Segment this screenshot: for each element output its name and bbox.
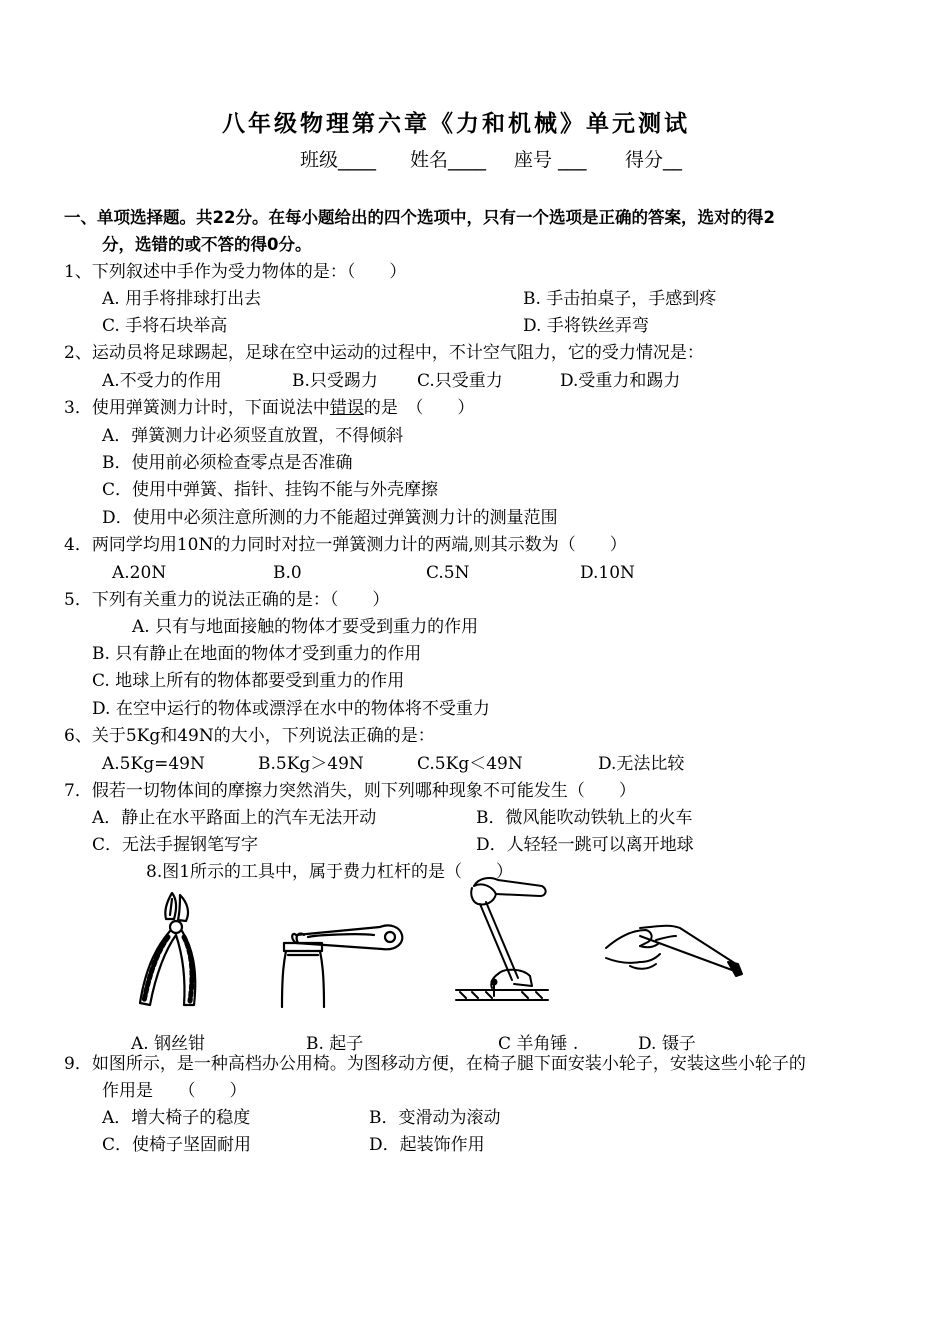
q7-option-a: A．静止在水平路面上的汽车无法开动 <box>92 808 377 828</box>
q3-option-d: D．使用中必须注意所测的力不能超过弹簧测力计的测量范围 <box>102 508 558 528</box>
name-field: 姓名____ <box>410 149 487 171</box>
q5-option-b: B. 只有静止在地面的物体才受到重力的作用 <box>92 644 422 664</box>
q8-option-b: B. 起子 <box>306 1034 364 1054</box>
q6-option-a: A.5Kg=49N <box>102 754 205 774</box>
q4-option-b: B.0 <box>273 563 302 583</box>
q6-stem: 6、关于5Kg和49N的大小，下列说法正确的是： <box>64 726 435 746</box>
score-field: 得分__ <box>625 149 683 171</box>
q3-option-c: C．使用中弹簧、指针、挂钩不能与外壳摩擦 <box>102 480 439 500</box>
q8-option-d: D. 镊子 <box>638 1034 696 1054</box>
q3-stem <box>64 397 474 419</box>
q8-stem: 8.图1所示的工具中，属于费力杠杆的是（ ） <box>146 862 514 882</box>
claw-hammer-figure <box>452 872 552 1004</box>
q9-stem-line2: 作用是 （ ） <box>102 1081 247 1101</box>
q3-stem-emphasis: 错误 <box>329 398 364 418</box>
pliers-figure <box>128 885 210 1010</box>
q9-stem: 9．如图所示，是一种高档办公用椅。为图移动方便，在椅子腿下面安装小轮子，安装这些小轮子的 <box>64 1054 806 1074</box>
q4-option-d: D.10N <box>580 563 635 583</box>
q2-option-c: C.只受重力 <box>417 371 503 391</box>
q8-option-c: C 羊角锤 . <box>498 1034 579 1054</box>
section-heading-line1: 一、单项选择题。共22分。在每小题给出的四个选项中，只有一个选项是正确的答案，选对的得2 <box>64 208 775 227</box>
tweezers-figure <box>600 918 752 990</box>
q9-option-d: D．起装饰作用 <box>369 1135 485 1155</box>
q3-stem-post: 的是 （ ） <box>363 398 475 418</box>
q2-option-d: D.受重力和踢力 <box>560 371 681 391</box>
q9-option-a: A．增大椅子的稳度 <box>102 1108 251 1128</box>
q7-option-d: D．人轻轻一跳可以离开地球 <box>476 835 694 855</box>
q4-option-a: A.20N <box>112 563 167 583</box>
q4-stem: 4．两同学均用10N的力同时对拉一弹簧测力计的两端,则其示数为（ ） <box>64 535 627 555</box>
q3-stem-pre: 3．使用弹簧测力计时，下面说法中 <box>64 398 330 418</box>
q5-option-c: C. 地球上所有的物体都要受到重力的作用 <box>92 671 405 691</box>
q6-option-d: D.无法比较 <box>598 754 685 774</box>
class-field: 班级____ <box>300 149 377 171</box>
q7-option-b: B．微风能吹动铁轨上的火车 <box>476 808 693 828</box>
q4-option-c: C.5N <box>426 563 470 583</box>
page-title: 八年级物理第六章《力和机械》单元测试 <box>222 111 690 137</box>
q7-stem: 7．假若一切物体间的摩擦力突然消失，则下列哪种现象不可能发生（ ） <box>64 781 636 801</box>
q3-option-a: A．弹簧测力计必须竖直放置，不得倾斜 <box>102 426 404 446</box>
q1-option-a: A. 用手将排球打出去 <box>102 289 262 309</box>
q8-option-a: A. 钢丝钳 <box>131 1034 206 1054</box>
q5-option-d: D. 在空中运行的物体或漂浮在水中的物体将不受重力 <box>92 699 490 719</box>
q2-option-a: A.不受力的作用 <box>102 371 222 391</box>
q1-stem: 1、下列叙述中手作为受力物体的是：（ ） <box>64 262 407 282</box>
q5-stem: 5．下列有关重力的说法正确的是：（ ） <box>64 590 390 610</box>
q1-option-d: D. 手将铁丝弄弯 <box>523 316 649 336</box>
q3-option-b: B．使用前必须检查零点是否准确 <box>102 453 353 473</box>
q1-option-c: C. 手将石块举高 <box>102 316 228 336</box>
seat-field: 座号 ___ <box>514 149 587 171</box>
q2-option-b: B.只受踢力 <box>292 371 378 391</box>
bottle-opener-figure <box>278 913 408 1008</box>
q9-option-b: B．变滑动为滚动 <box>369 1108 501 1128</box>
q6-option-b: B.5Kg＞49N <box>258 754 364 774</box>
q5-option-a: A. 只有与地面接触的物体才要受到重力的作用 <box>132 617 479 637</box>
q7-option-c: C．无法手握钢笔写字 <box>92 835 259 855</box>
q9-option-c: C．使椅子坚固耐用 <box>102 1135 252 1155</box>
q1-option-b: B. 手击拍桌子，手感到疼 <box>523 289 717 309</box>
q2-stem: 2、运动员将足球踢起，足球在空中运动的过程中，不计空气阻力，它的受力情况是： <box>64 343 704 363</box>
section-heading-line2: 分，选错的或不答的得0分。 <box>102 235 312 254</box>
q6-option-c: C.5Kg＜49N <box>417 754 523 774</box>
